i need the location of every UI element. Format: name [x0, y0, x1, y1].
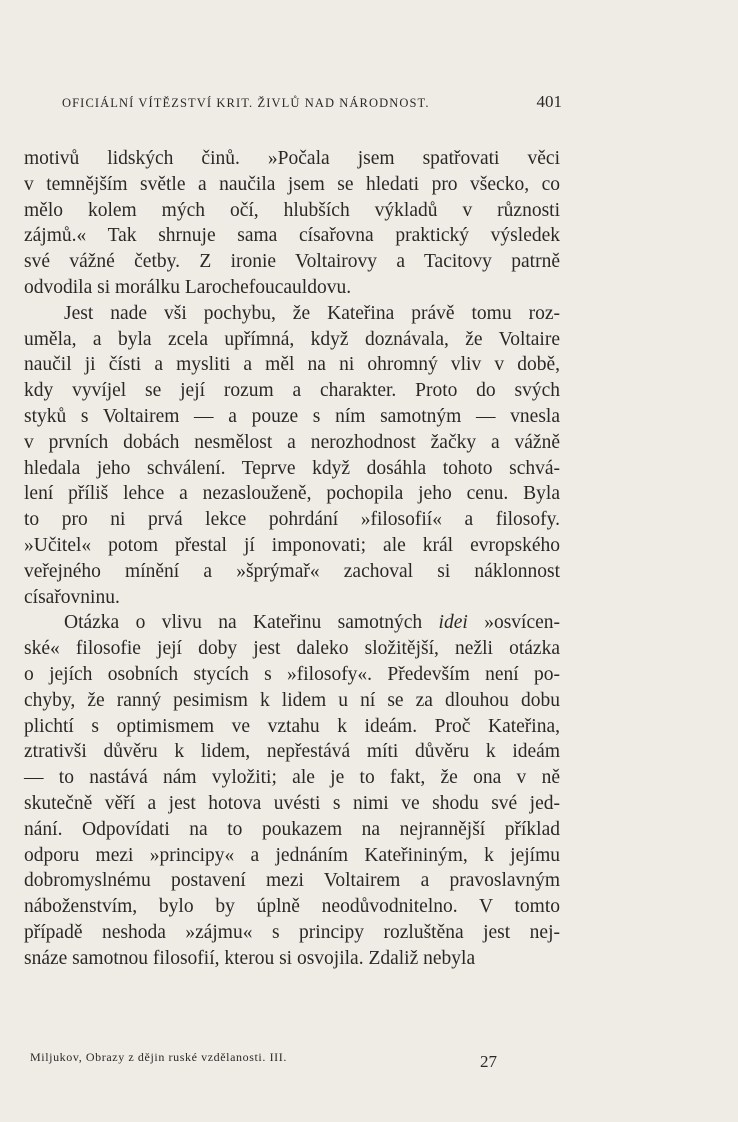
text-line: náboženstvím, bylo by úplně neodůvodnitelno. V tomto [24, 896, 560, 918]
running-title: OFICIÁLNÍ VÍTĚZSTVÍ KRIT. ŽIVLŮ NAD NÁRODNOST. [62, 96, 430, 110]
text-line: v temnějším světle a naučila jsem se hledati pro všecko, co [24, 173, 560, 195]
text-line: ztrativši důvěru k lidem, nepřestává míti důvěru k ideám [24, 741, 560, 763]
text-line: zájmů.« Tak shrnuje sama císařovna praktický výsledek [24, 225, 560, 247]
paragraph [24, 146, 560, 301]
running-header [62, 92, 562, 111]
text-line: Jest nade vši pochybu, že Kateřina právě tomu roz- [64, 302, 560, 324]
text-line: »Učitel« potom přestal jí imponovati; ale král evropského [24, 534, 560, 556]
text-line: plichtí s optimismem ve vztahu k ideám. Proč Kateřina, [24, 715, 560, 737]
text-line: lení příliš lehce a nezaslouženě, pochopila jeho cenu. Byla [24, 483, 560, 505]
text-line: dobromyslnému postavení mezi Voltairem a pravoslavným [24, 870, 560, 892]
text-line: uměla, a byla zcela upřímná, když doznávala, že Voltaire [24, 328, 560, 350]
text-line: případě neshoda »zájmu« s principy rozluštěna jest nej- [24, 921, 560, 943]
text-line: motivů lidských činů. »Počala jsem spatřovati věci [24, 148, 560, 169]
text-line: styků s Voltairem — a pouze s ním samotným — vnesla [24, 405, 560, 427]
text-line: naučil ji čísti a mysliti a měl na ni ohromný vliv v době, [24, 354, 560, 376]
text-line: v prvních dobách nesmělost a nerozhodnost žačky a vážně [24, 431, 560, 453]
text-line: chyby, že ranný pesimism k lidem u ní se za dlouhou dobu [24, 689, 560, 711]
text-line: skutečně věří a jest hotova uvésti s nimi ve shodu své jed- [24, 792, 560, 814]
paragraph [24, 610, 560, 971]
text-line: mělo kolem mých očí, hlubších výkladů v různosti [24, 199, 560, 221]
text-line: veřejného mínění a »šprýmař« zachoval si náklonnost [24, 560, 560, 582]
text-line: nání. Odpovídati na to poukazem na nejrannější příklad [24, 818, 560, 840]
text-line: císařovninu. [24, 586, 120, 608]
printer-signature: Miljukov, Obrazy z dějin ruské vzdělanosti. III. [30, 1050, 287, 1064]
body-text [24, 146, 560, 972]
page-number: 401 [536, 92, 562, 111]
text-line: odvodila si morálku Larochefoucauldovu. [24, 276, 352, 298]
text-line: hledala jeho schválení. Teprve když dosáhla tohoto schvá- [24, 457, 560, 479]
text-line: ské« filosofie její doby jest daleko složitější, nežli otázka [24, 638, 560, 660]
text-line: o jejích osobních stycích s »filosofy«. Především není po- [24, 663, 560, 685]
text-line: své vážné četby. Z ironie Voltairovy a Tacitovy patrně [24, 251, 560, 273]
text-line: odporu mezi »principy« a jednáním Kateřininým, k jejímu [24, 844, 560, 866]
sheet-number: 27 [480, 1052, 497, 1071]
text-line: kdy vyvíjel se její rozum a charakter. Proto do svých [24, 380, 560, 402]
text-line: snáze samotnou filosofií, kterou si osvojila. Zdaliž nebyla [24, 947, 476, 969]
text-line: to pro ni prvá lekce pohrdání »filosofií« a filosofy. [24, 509, 560, 531]
text-line: — to nastává nám vyložiti; ale je to fakt, že ona v ně [24, 767, 560, 789]
paragraph [24, 301, 560, 611]
text-line: Otázka o vlivu na Kateřinu samotných idei »osvícen- [64, 612, 561, 634]
